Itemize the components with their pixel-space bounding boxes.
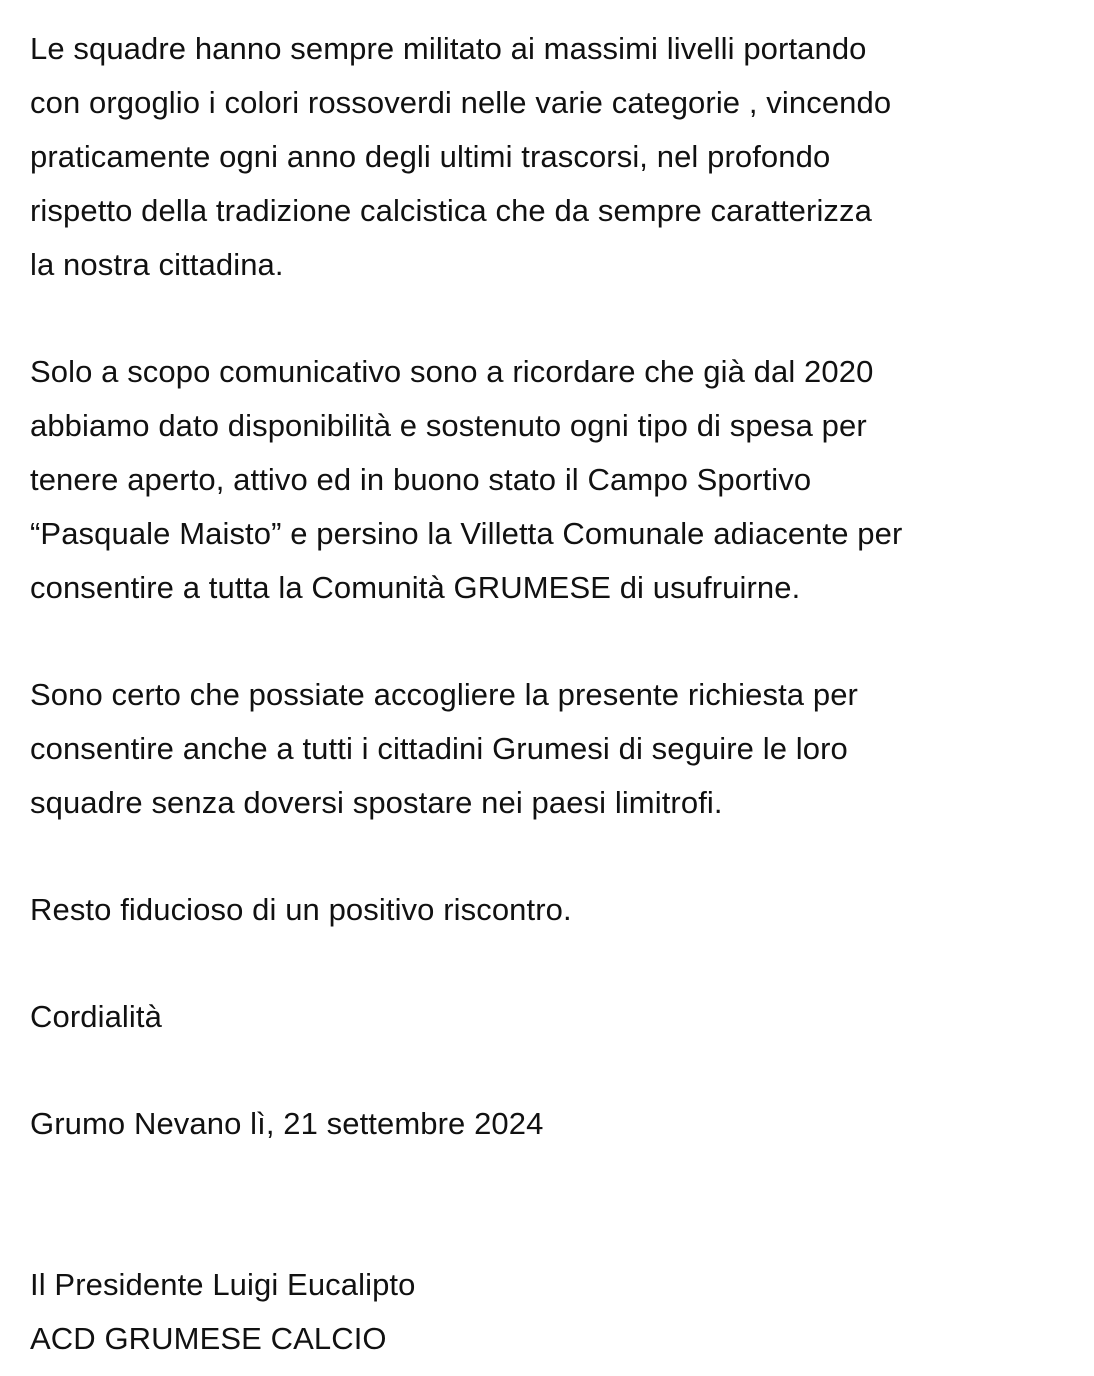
text-line: Le squadre hanno sempre militato ai massimi livelli portando (30, 31, 867, 66)
text-line: tenere aperto, attivo ed in buono stato il Campo Sportivo (30, 462, 812, 497)
text-line: abbiamo dato disponibilità e sostenuto ogni tipo di spesa per (30, 408, 867, 443)
text-line: rispetto della tradizione calcistica che da sempre caratterizza (30, 193, 872, 228)
text-line: Solo a scopo comunicativo sono a ricordare che già dal 2020 (30, 354, 874, 389)
letter-body (30, 22, 1080, 1366)
place-date-line: Grumo Nevano lì, 21 settembre 2024 (30, 1106, 544, 1141)
text-line: “Pasquale Maisto” e persino la Villetta Comunale adiacente per (30, 516, 903, 551)
signature-organization: ACD GRUMESE CALCIO (30, 1321, 387, 1356)
text-line: consentire a tutta la Comunità GRUMESE di usufruirne. (30, 570, 801, 605)
greeting-line: Cordialità (30, 999, 162, 1034)
text-line: consentire anche a tutti i cittadini Grumesi di seguire le loro (30, 731, 848, 766)
closing-paragraph (30, 883, 1080, 937)
text-line: con orgoglio i colori rossoverdi nelle varie categorie , vincendo (30, 85, 892, 120)
paragraph-request (30, 668, 1080, 830)
closing-line: Resto fiducioso di un positivo riscontro. (30, 892, 572, 927)
greeting-paragraph (30, 990, 1080, 1044)
paragraph-teams-history (30, 22, 1080, 292)
signature-block (30, 1258, 1080, 1366)
text-line: praticamente ogni anno degli ultimi trascorsi, nel profondo (30, 139, 831, 174)
signature-name: Il Presidente Luigi Eucalipto (30, 1267, 416, 1302)
text-line: la nostra cittadina. (30, 247, 284, 282)
place-date-paragraph (30, 1097, 1080, 1151)
text-line: squadre senza doversi spostare nei paesi limitrofi. (30, 785, 723, 820)
text-line: Sono certo che possiate accogliere la presente richiesta per (30, 677, 858, 712)
paragraph-stadium-support (30, 345, 1080, 615)
signature-spacer (30, 1151, 1080, 1258)
